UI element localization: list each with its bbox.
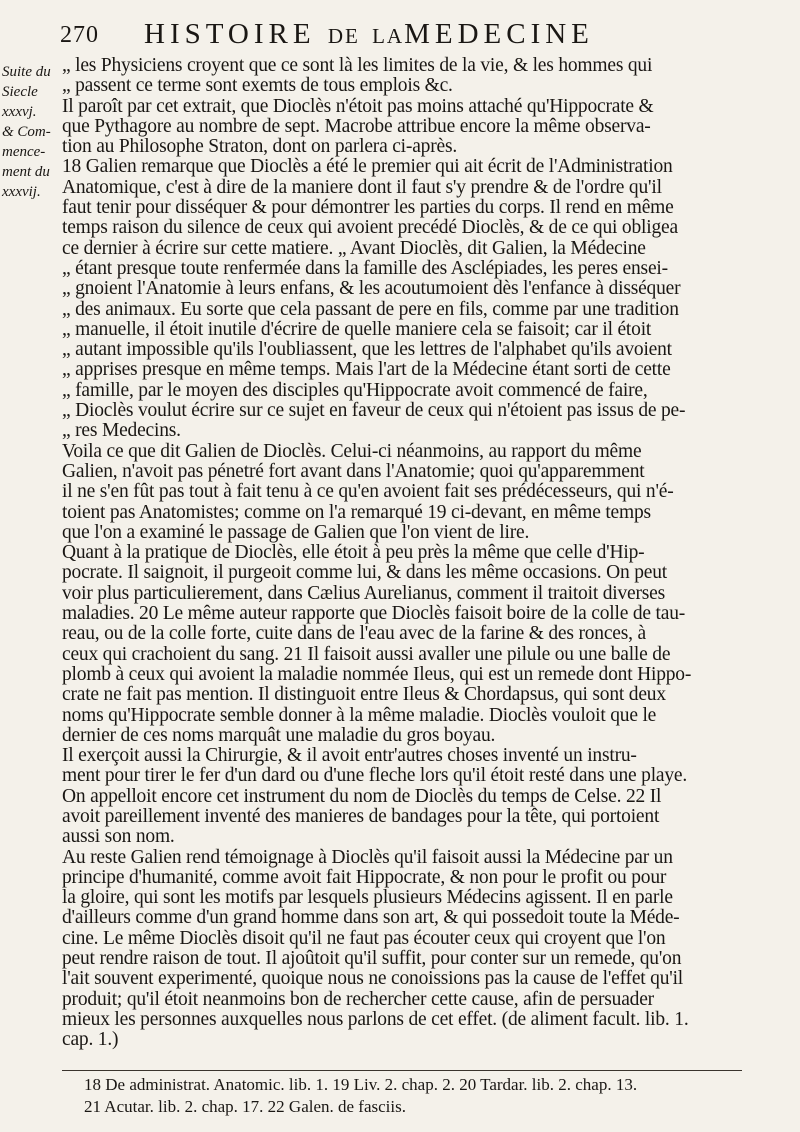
paragraph bbox=[62, 848, 740, 1051]
margin-note bbox=[2, 62, 64, 202]
text-line: la gloire, qui sont les motifs par lesquels plusieurs Médecins agissent. Il en parle bbox=[62, 888, 673, 909]
text-line: ceux qui crachoient du sang. 21 Il faisoit aussi avaller une pilule ou une balle de bbox=[62, 644, 671, 665]
title-word: DE bbox=[327, 24, 360, 48]
text-line: maladies. 20 Le même auteur rapporte que Dioclès faisoit boire de la colle de tau- bbox=[62, 604, 686, 625]
title-word: LA bbox=[372, 24, 405, 48]
footnote-line: 21 Acutar. lib. 2. chap. 17. 22 Galen. de fasciis. bbox=[84, 1097, 406, 1116]
text-line: reau, ou de la colle forte, cuite dans de l'eau avec de la farine & des ronces, à bbox=[62, 624, 646, 645]
body-text bbox=[62, 56, 740, 1051]
margin-note-line: Siecle bbox=[2, 84, 38, 100]
text-line: Quant à la pratique de Dioclès, elle étoit à peu près la même que celle d'Hip- bbox=[62, 543, 645, 564]
text-line: aussi son nom. bbox=[62, 827, 175, 848]
text-line: cine. Le même Dioclès disoit qu'il ne faut pas écouter ceux qui croyent que l'on bbox=[62, 928, 666, 949]
text-line: Anatomique, c'est à dire de la maniere dont il faut s'y prendre & de l'ordre qu'il bbox=[62, 177, 662, 198]
text-line: „ des animaux. Eu sorte que cela passant de pere en fils, comme par une tradition bbox=[62, 299, 679, 320]
text-line: „ apprises presque en même temps. Mais l'art de la Médecine étant sorti de cette bbox=[62, 360, 671, 381]
text-line: toient pas Anatomistes; comme on l'a remarqué 19 ci-devant, en même temps bbox=[62, 502, 651, 523]
text-line: 18 Galien remarque que Dioclès a été le premier qui ait écrit de l'Administration bbox=[62, 157, 673, 178]
text-line: Au reste Galien rend témoignage à Dioclès qu'il faisoit aussi la Médecine par un bbox=[62, 847, 673, 868]
margin-note-line: & Com- bbox=[2, 124, 51, 140]
paragraph bbox=[62, 543, 740, 746]
text-line: mieux les personnes auxquelles nous parlons de cet effet. (de aliment facult. lib. 1. bbox=[62, 1009, 689, 1030]
text-line: „ passent ce terme sont exemts de tous emplois &c. bbox=[62, 76, 453, 97]
text-line: dernier de ces noms marquât une maladie du gros boyau. bbox=[62, 725, 496, 746]
text-line: ment pour tirer le fer d'un dard ou d'une fleche lors qu'il étoit resté dans une playe. bbox=[62, 766, 688, 787]
text-line: peut rendre raison de tout. Il ajoûtoit qu'il suffit, pour conter sur un remede, qu'on bbox=[62, 949, 682, 970]
text-line: noms qu'Hippocrate semble donner à la même maladie. Dioclès vouloit que le bbox=[62, 705, 657, 726]
text-line: Galien, n'avoit pas pénetré fort avant dans l'Anatomie; quoi qu'apparemment bbox=[62, 461, 645, 482]
margin-note-line: ment du bbox=[2, 164, 50, 180]
text-line: principe d'humanité, comme avoit fait Hippocrate, & non pour le profit ou pour bbox=[62, 867, 667, 888]
title-word: HISTOIRE bbox=[144, 18, 316, 50]
text-line: „ Dioclès voulut écrire sur ce sujet en faveur de ceux qui n'étoient pas issus de pe- bbox=[62, 401, 686, 422]
text-line: plomb à ceux qui avoient la maladie nommée Ileus, qui est un remede dont Hippo- bbox=[62, 664, 692, 685]
text-line: pocrate. Il saignoit, il purgeoit comme lui, & dans les même occasions. On peut bbox=[62, 563, 667, 584]
footnote-rule bbox=[62, 1070, 742, 1071]
running-title bbox=[144, 18, 594, 51]
text-line: cap. 1.) bbox=[62, 1030, 119, 1051]
footnote-line: 18 De administrat. Anatomic. lib. 1. 19 Liv. 2. chap. 2. 20 Tardar. lib. 2. chap. 13. bbox=[84, 1075, 638, 1094]
text-line: il ne s'en fût pas tout à fait tenu à ce qu'en avoient fait ses prédécesseurs, qui n'é- bbox=[62, 482, 674, 503]
text-line: „ autant impossible qu'ils l'oubliassent, que les lettres de l'alphabet qu'ils avoient bbox=[62, 340, 672, 361]
text-line: Il paroît par cet extrait, que Dioclès n'étoit pas moins attaché qu'Hippocrate & bbox=[62, 96, 654, 117]
margin-note-line: xxxvj. bbox=[2, 104, 37, 120]
text-line: tion au Philosophe Straton, dont on parlera ci-après. bbox=[62, 137, 458, 158]
paragraph bbox=[62, 442, 740, 543]
text-line: „ les Physiciens croyent que ce sont là les limites de la vie, & les hommes qui bbox=[62, 56, 653, 76]
text-line: On appelloit encore cet instrument du nom de Dioclès du temps de Celse. 22 Il bbox=[62, 786, 662, 807]
paragraph bbox=[62, 746, 740, 847]
text-line: „ étant presque toute renfermée dans la famille des Asclépiades, les peres ensei- bbox=[62, 258, 668, 279]
margin-note-line: mence- bbox=[2, 144, 46, 160]
text-line: que Pythagore au nombre de sept. Macrobe attribue encore la même observa- bbox=[62, 116, 651, 137]
text-line: voir plus particulierement, dans Cælius Aurelianus, comment il traitoit diverses bbox=[62, 583, 666, 604]
text-line: Il exerçoit aussi la Chirurgie, & il avoit entr'autres choses inventé un instru- bbox=[62, 746, 637, 767]
text-line: l'ait souvent experimenté, quoique nous ne conoissions pas la cause de l'effet qu'il bbox=[62, 969, 684, 990]
text-line: Voila ce que dit Galien de Dioclès. Celui-ci néanmoins, au rapport du même bbox=[62, 441, 642, 462]
title-word: MEDECINE bbox=[404, 18, 594, 50]
running-header bbox=[60, 18, 750, 52]
text-line: „ res Medecins. bbox=[62, 421, 181, 442]
text-line: d'ailleurs comme d'un grand homme dans son art, & qui possedoit toute la Méde- bbox=[62, 908, 680, 929]
text-line: temps raison du silence de ceux qui avoient precédé Dioclès, & de ce qui obligea bbox=[62, 218, 678, 239]
text-line: produit; qu'il étoit neanmoins bon de rechercher cette cause, afin de persuader bbox=[62, 989, 654, 1010]
text-line: faut tenir pour disséquer & pour démontrer les parties du corps. Il rend en même bbox=[62, 198, 674, 219]
page-number: 270 bbox=[60, 22, 99, 48]
text-line: „ gnoient l'Anatomie à leurs enfans, & les acoutumoient dès l'enfance à disséquer bbox=[62, 279, 681, 300]
margin-note-line: Suite du bbox=[2, 64, 51, 80]
text-line: „ famille, par le moyen des disciples qu'Hippocrate avoit commencé de faire, bbox=[62, 380, 648, 401]
text-line: crate ne fait pas mention. Il distinguoit entre Ileus & Chordapsus, qui sont deux bbox=[62, 685, 666, 706]
paragraph bbox=[62, 157, 740, 441]
text-line: ce dernier à écrire sur cette matiere. „ Avant Dioclès, dit Galien, la Médecine bbox=[62, 238, 646, 259]
text-line: „ manuelle, il étoit inutile d'écrire de quelle maniere cela se faisoit; car il étoit bbox=[62, 319, 652, 340]
paragraph bbox=[62, 56, 740, 157]
text-line: avoit pareillement inventé des manieres de bandages pour la tête, qui portoient bbox=[62, 806, 660, 827]
margin-note-line: xxxvij. bbox=[2, 184, 41, 200]
footnotes bbox=[84, 1074, 764, 1118]
text-line: que l'on a examiné le passage de Galien que l'on vient de lire. bbox=[62, 522, 530, 543]
